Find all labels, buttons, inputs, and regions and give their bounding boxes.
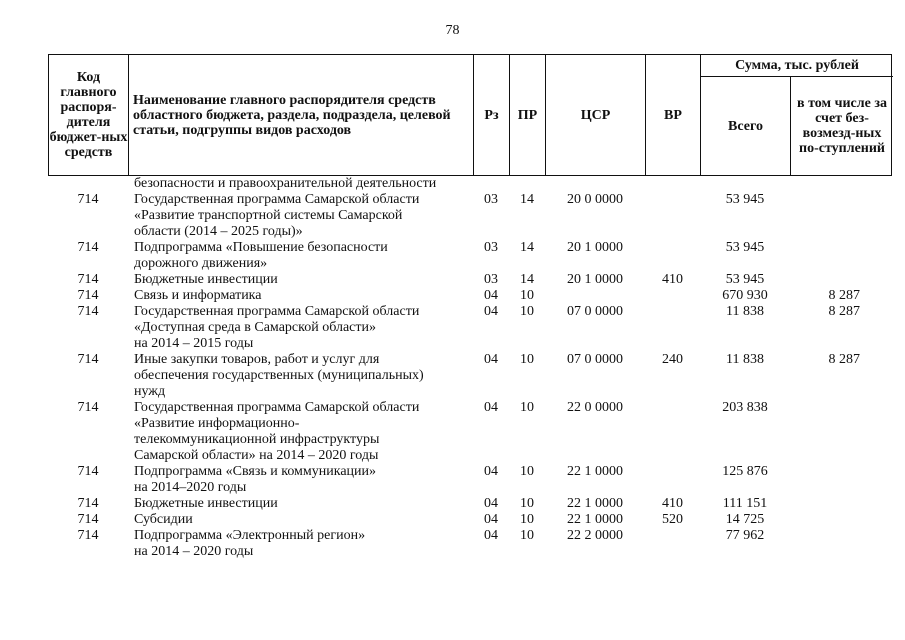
cell-pr: 10 bbox=[520, 464, 534, 479]
cell-rz: 04 bbox=[484, 496, 498, 511]
cell-total: 125 876 bbox=[722, 464, 768, 479]
cell-pr: 10 bbox=[520, 400, 534, 415]
cell-code: 714 bbox=[77, 272, 99, 287]
cell-name: Бюджетные инвестиции bbox=[134, 272, 278, 287]
header-sum: Сумма, тыс. рублей bbox=[701, 55, 893, 77]
cell-csr: 07 0 0000 bbox=[567, 352, 623, 367]
table-row bbox=[48, 240, 892, 272]
cell-free: 8 287 bbox=[828, 352, 860, 367]
cell-rz: 04 bbox=[484, 464, 498, 479]
cell-csr: 22 0 0000 bbox=[567, 400, 623, 415]
cell-pr: 10 bbox=[520, 352, 534, 367]
cell-name: Бюджетные инвестиции bbox=[134, 496, 278, 511]
cell-vr: 240 bbox=[662, 352, 683, 367]
header-vr: ВР bbox=[646, 55, 701, 175]
table-row bbox=[48, 272, 892, 288]
cell-code: 714 bbox=[77, 528, 99, 543]
cell-name: Субсидии bbox=[134, 512, 193, 527]
header-total: Всего bbox=[701, 77, 791, 175]
table-row bbox=[48, 496, 892, 512]
header-csr: ЦСР bbox=[546, 55, 646, 175]
cell-vr: 520 bbox=[662, 512, 683, 527]
table-row bbox=[48, 464, 892, 496]
table-row bbox=[48, 512, 892, 528]
header-pr: ПР bbox=[510, 55, 546, 175]
cell-pr: 14 bbox=[520, 192, 534, 207]
cell-csr: 22 1 0000 bbox=[567, 496, 623, 511]
cell-code: 714 bbox=[77, 400, 99, 415]
cell-rz: 03 bbox=[484, 272, 498, 287]
cell-vr: 410 bbox=[662, 272, 683, 287]
cell-pr: 10 bbox=[520, 288, 534, 303]
table-header bbox=[48, 54, 892, 176]
cell-code: 714 bbox=[77, 304, 99, 319]
cell-name: Иные закупки товаров, работ и услуг для обеспечения государственных (муниципальных) нужд bbox=[134, 352, 424, 399]
header-name: Наименование главного распорядителя средств областного бюджета, раздела, подраздела, целевой статьи, подгруппы видов расходов bbox=[129, 55, 474, 175]
cell-total: 14 725 bbox=[725, 512, 765, 527]
header-sum-group bbox=[701, 55, 893, 175]
cell-rz: 04 bbox=[484, 528, 498, 543]
cell-csr: 22 1 0000 bbox=[567, 464, 623, 479]
cell-code: 714 bbox=[77, 192, 99, 207]
cell-code: 714 bbox=[77, 496, 99, 511]
table-row bbox=[48, 400, 892, 464]
header-free: в том числе за счет без-возмезд-ных по-ступлений bbox=[797, 96, 887, 156]
page-number: 78 bbox=[445, 23, 460, 38]
table-row bbox=[48, 288, 892, 304]
cell-csr: 20 1 0000 bbox=[567, 272, 623, 287]
cell-code: 714 bbox=[77, 240, 99, 255]
table-row bbox=[48, 304, 892, 352]
cell-total: 53 945 bbox=[725, 240, 765, 255]
cell-total: 111 151 bbox=[722, 496, 768, 511]
cell-code: 714 bbox=[77, 352, 99, 367]
cell-rz: 03 bbox=[484, 240, 498, 255]
cell-pr: 10 bbox=[520, 304, 534, 319]
cell-total: 11 838 bbox=[726, 352, 764, 367]
cell-pr: 14 bbox=[520, 240, 534, 255]
cell-rz: 03 bbox=[484, 192, 498, 207]
cell-rz: 04 bbox=[484, 400, 498, 415]
cell-total: 670 930 bbox=[722, 288, 768, 303]
cell-name: Подпрограмма «Повышение безопасности дорожного движения» bbox=[134, 240, 388, 271]
cell-code: 714 bbox=[77, 464, 99, 479]
cell-total: 77 962 bbox=[725, 528, 765, 543]
cell-total: 53 945 bbox=[725, 272, 765, 287]
cell-name: Государственная программа Самарской области «Развитие транспортной системы Самарской области (2014 – 2025 годы)» bbox=[134, 192, 420, 239]
cell-pr: 10 bbox=[520, 528, 534, 543]
cell-pr: 14 bbox=[520, 272, 534, 287]
table-row bbox=[48, 528, 892, 560]
cell-name: Подпрограмма «Электронный регион» на 2014 – 2020 годы bbox=[134, 528, 366, 559]
cell-rz: 04 bbox=[484, 288, 498, 303]
cell-pr: 10 bbox=[520, 496, 534, 511]
header-code: Код главного распоря-дителя бюджет-ных средств bbox=[49, 55, 129, 175]
cell-csr: 22 1 0000 bbox=[567, 512, 623, 527]
cell-rz: 04 bbox=[484, 304, 498, 319]
cell-name: Государственная программа Самарской области «Развитие информационно- телекоммуникационной инфраструктуры Самарской области» на 2014 – 2020 годы bbox=[134, 400, 420, 463]
cell-total: 203 838 bbox=[722, 400, 768, 415]
cell-name: безопасности и правоохранительной деятельности bbox=[134, 176, 437, 191]
cell-free: 8 287 bbox=[828, 304, 860, 319]
cell-csr: 22 2 0000 bbox=[567, 528, 623, 543]
table-row bbox=[48, 192, 892, 240]
header-rz: Рз bbox=[474, 55, 510, 175]
cell-csr: 07 0 0000 bbox=[567, 304, 623, 319]
cell-pr: 10 bbox=[520, 512, 534, 527]
table-row bbox=[48, 352, 892, 400]
cell-name: Подпрограмма «Связь и коммуникации» на 2014–2020 годы bbox=[134, 464, 377, 495]
cell-name: Государственная программа Самарской области «Доступная среда в Самарской области» на 2014 – 2015 годы bbox=[134, 304, 420, 351]
cell-total: 53 945 bbox=[725, 192, 765, 207]
cell-vr: 410 bbox=[662, 496, 683, 511]
cell-csr: 20 0 0000 bbox=[567, 192, 623, 207]
table-body bbox=[48, 176, 892, 560]
cell-name: Связь и информатика bbox=[134, 288, 262, 303]
cell-rz: 04 bbox=[484, 512, 498, 527]
table-row bbox=[48, 176, 892, 192]
cell-code: 714 bbox=[77, 288, 99, 303]
cell-code: 714 bbox=[77, 512, 99, 527]
cell-csr: 20 1 0000 bbox=[567, 240, 623, 255]
cell-rz: 04 bbox=[484, 352, 498, 367]
cell-total: 11 838 bbox=[726, 304, 764, 319]
cell-free: 8 287 bbox=[828, 288, 860, 303]
